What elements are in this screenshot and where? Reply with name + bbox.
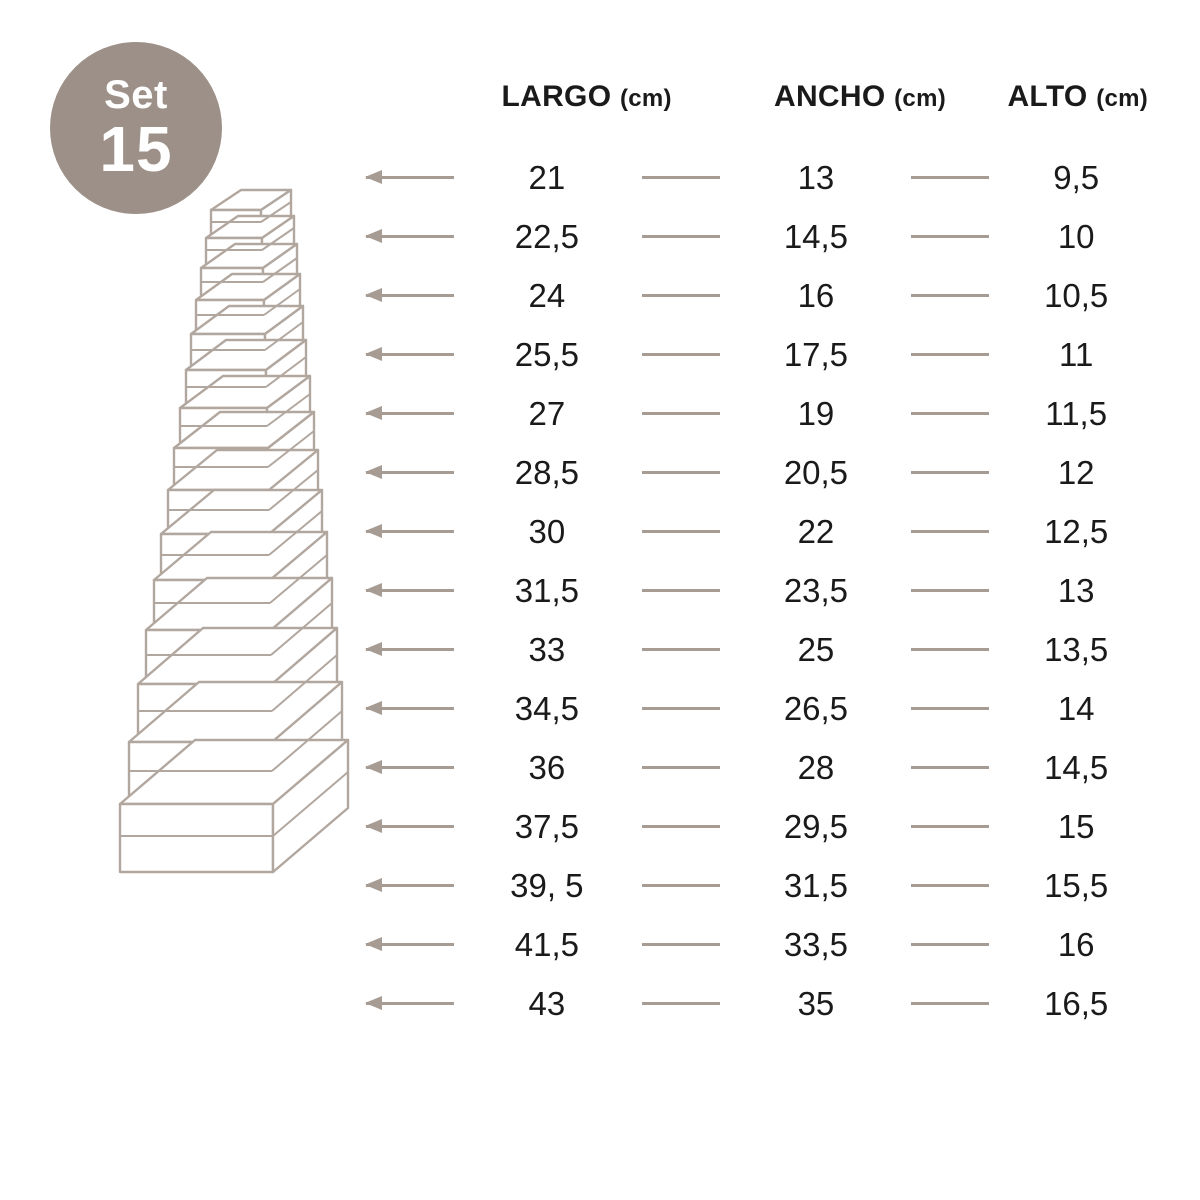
row-connector-line xyxy=(909,235,993,238)
row-connector-line xyxy=(909,176,993,179)
column-header-ancho-unit: (cm) xyxy=(894,85,947,112)
cell-ancho: 14,5 xyxy=(783,217,849,255)
row-connector-line xyxy=(639,1002,723,1005)
row-connector-line xyxy=(639,412,723,415)
column-header-alto-label: ALTO xyxy=(1007,80,1088,113)
cell-alto: 9,5 xyxy=(1053,158,1100,196)
table-row xyxy=(360,148,1160,207)
row-connector-line xyxy=(909,648,993,651)
cell-alto: 14 xyxy=(1057,689,1095,727)
table-row xyxy=(360,207,1160,266)
column-header-ancho-label: ANCHO xyxy=(774,80,886,113)
row-arrow-icon xyxy=(360,294,454,297)
column-header-largo-label: LARGO xyxy=(501,80,612,113)
cell-largo: 28,5 xyxy=(514,453,579,491)
table-row xyxy=(360,797,1160,856)
row-connector-line xyxy=(909,1002,993,1005)
cell-ancho: 22 xyxy=(797,512,835,550)
column-header-largo-unit: (cm) xyxy=(619,85,672,112)
cell-largo: 22,5 xyxy=(514,217,579,255)
cell-ancho: 33,5 xyxy=(783,925,849,963)
row-connector-line xyxy=(909,825,993,828)
cell-alto: 16,5 xyxy=(1044,984,1109,1022)
row-connector-line xyxy=(909,766,993,769)
table-row xyxy=(360,856,1160,915)
row-connector-line xyxy=(639,766,723,769)
row-arrow-icon xyxy=(360,707,454,710)
row-connector-line xyxy=(909,707,993,710)
row-arrow-icon xyxy=(360,648,454,651)
row-arrow-icon xyxy=(360,825,454,828)
table-header-row xyxy=(360,80,1160,148)
cell-alto: 12,5 xyxy=(1044,512,1109,550)
table-row xyxy=(360,384,1160,443)
row-connector-line xyxy=(909,530,993,533)
column-header-alto-unit: (cm) xyxy=(1096,85,1149,112)
table-row xyxy=(360,266,1160,325)
row-connector-line xyxy=(909,412,993,415)
table-row xyxy=(360,915,1160,974)
cell-largo: 25,5 xyxy=(514,335,579,373)
table-body xyxy=(360,148,1160,1033)
set-badge-word: Set xyxy=(104,73,168,117)
cell-ancho: 28 xyxy=(797,748,835,786)
cell-ancho: 16 xyxy=(797,276,835,314)
table-row xyxy=(360,561,1160,620)
cell-largo: 27 xyxy=(528,394,566,432)
row-arrow-icon xyxy=(360,471,454,474)
cell-alto: 12 xyxy=(1057,453,1095,491)
table-row xyxy=(360,974,1160,1033)
row-connector-line xyxy=(909,353,993,356)
cell-alto: 15,5 xyxy=(1044,866,1109,904)
row-connector-line xyxy=(639,943,723,946)
cell-ancho: 17,5 xyxy=(783,335,849,373)
cell-largo: 33 xyxy=(528,630,566,668)
cell-alto: 15 xyxy=(1057,807,1095,845)
cell-alto: 11,5 xyxy=(1045,394,1108,432)
row-connector-line xyxy=(639,353,723,356)
column-header-largo xyxy=(449,80,725,114)
row-connector-line xyxy=(639,294,723,297)
table-row xyxy=(360,325,1160,384)
row-arrow-icon xyxy=(360,766,454,769)
table-row xyxy=(360,620,1160,679)
set-badge-number: 15 xyxy=(99,113,173,185)
cell-largo: 34,5 xyxy=(514,689,579,727)
table-row xyxy=(360,502,1160,561)
row-connector-line xyxy=(639,825,723,828)
table-row xyxy=(360,738,1160,797)
table-row xyxy=(360,679,1160,738)
row-arrow-icon xyxy=(360,884,454,887)
cell-alto: 13,5 xyxy=(1044,630,1109,668)
row-arrow-icon xyxy=(360,1002,454,1005)
row-connector-line xyxy=(909,943,993,946)
table-row xyxy=(360,443,1160,502)
row-arrow-icon xyxy=(360,943,454,946)
row-arrow-icon xyxy=(360,353,454,356)
row-connector-line xyxy=(909,294,993,297)
cell-ancho: 25 xyxy=(797,630,835,668)
row-connector-line xyxy=(639,176,723,179)
column-header-ancho xyxy=(724,80,995,114)
cell-largo: 24 xyxy=(528,276,566,314)
cell-largo: 36 xyxy=(528,748,566,786)
dimensions-table xyxy=(360,80,1160,1033)
column-header-alto xyxy=(996,80,1160,114)
row-arrow-icon xyxy=(360,589,454,592)
cell-ancho: 35 xyxy=(797,984,835,1022)
row-connector-line xyxy=(639,884,723,887)
cell-ancho: 23,5 xyxy=(783,571,849,609)
cell-alto: 13 xyxy=(1057,571,1095,609)
row-arrow-icon xyxy=(360,412,454,415)
cell-alto: 10 xyxy=(1057,217,1095,255)
row-connector-line xyxy=(909,471,993,474)
row-connector-line xyxy=(909,589,993,592)
cell-ancho: 20,5 xyxy=(783,453,849,491)
row-connector-line xyxy=(639,235,723,238)
cell-largo: 39, 5 xyxy=(510,866,584,904)
cell-largo: 43 xyxy=(528,984,566,1022)
cell-largo: 37,5 xyxy=(514,807,579,845)
cell-alto: 16 xyxy=(1057,925,1095,963)
cell-ancho: 31,5 xyxy=(783,866,849,904)
row-arrow-icon xyxy=(360,176,454,179)
row-connector-line xyxy=(639,589,723,592)
cell-ancho: 29,5 xyxy=(783,807,849,845)
cell-ancho: 19 xyxy=(797,394,835,432)
cell-largo: 31,5 xyxy=(514,571,579,609)
row-arrow-icon xyxy=(360,235,454,238)
cell-alto: 10,5 xyxy=(1044,276,1109,314)
cell-largo: 21 xyxy=(528,158,566,196)
cell-alto: 14,5 xyxy=(1044,748,1109,786)
row-connector-line xyxy=(639,648,723,651)
row-connector-line xyxy=(639,471,723,474)
row-arrow-icon xyxy=(360,530,454,533)
cell-ancho: 13 xyxy=(797,158,835,196)
row-connector-line xyxy=(639,530,723,533)
row-connector-line xyxy=(639,707,723,710)
cell-largo: 41,5 xyxy=(514,925,579,963)
cell-alto: 11 xyxy=(1059,335,1094,373)
row-connector-line xyxy=(909,884,993,887)
cell-largo: 30 xyxy=(528,512,566,550)
cell-ancho: 26,5 xyxy=(783,689,849,727)
